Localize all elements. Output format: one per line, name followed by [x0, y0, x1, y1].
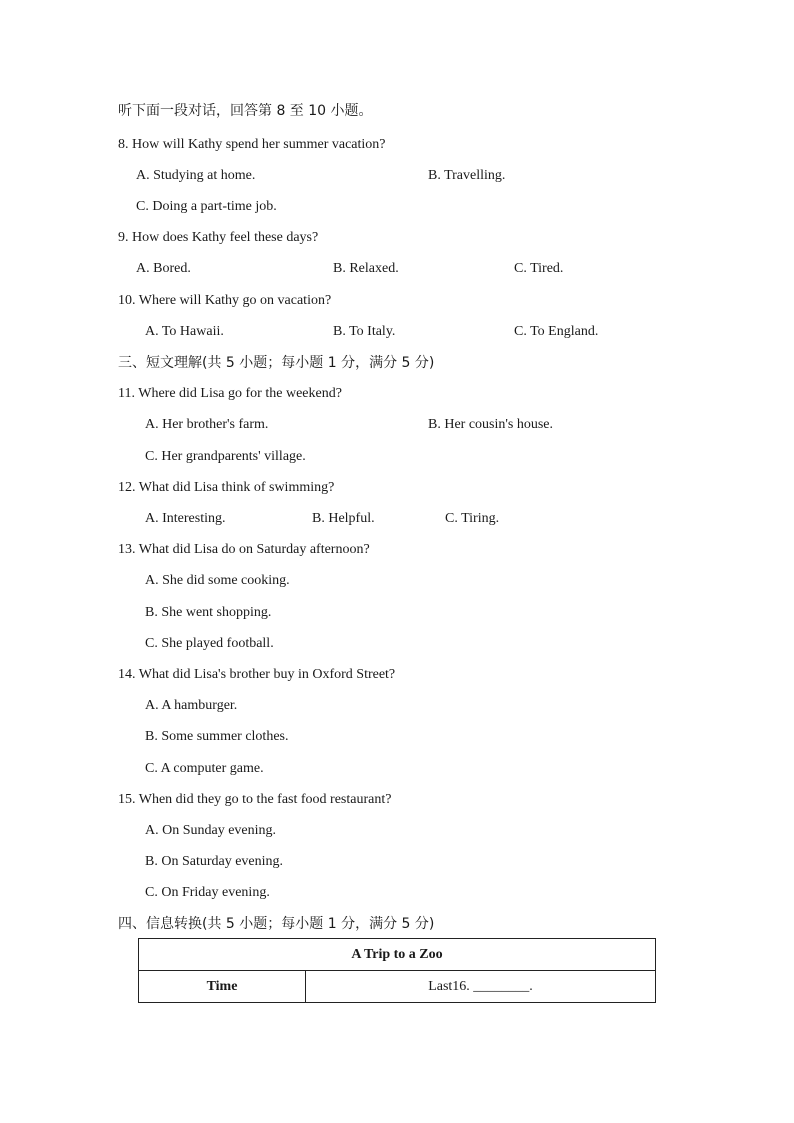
question-14-stem: 14. What did Lisa's brother buy in Oxford Street?: [118, 667, 396, 682]
section-3-heading: 三、短文理解(共 5 小题；每小题 1 分，满分 5 分): [118, 355, 435, 371]
table-title-row: [139, 939, 656, 971]
listening-intro: 听下面一段对话，回答第 8 至 10 小题。: [118, 103, 373, 119]
question-13-option-c: C. She played football.: [145, 636, 274, 651]
section-4-heading: 四、信息转换(共 5 小题；每小题 1 分，满分 5 分): [118, 916, 435, 932]
table-row-value: Last16. ________.: [306, 971, 656, 1003]
question-10-option-a: A. To Hawaii.: [145, 324, 224, 339]
question-15-option-b: B. On Saturday evening.: [145, 854, 284, 869]
table-row-label: Time: [139, 971, 306, 1003]
info-table: [138, 938, 656, 1003]
question-14-option-c: C. A computer game.: [145, 761, 264, 776]
question-15-stem: 15. When did they go to the fast food restaurant?: [118, 792, 392, 807]
question-12-option-a: A. Interesting.: [145, 511, 226, 526]
question-14-option-a: A. A hamburger.: [145, 698, 238, 713]
question-11-stem: 11. Where did Lisa go for the weekend?: [118, 386, 342, 401]
question-11-option-c: C. Her grandparents' village.: [145, 449, 306, 464]
question-9-option-a: A. Bored.: [136, 261, 191, 276]
question-9-stem: 9. How does Kathy feel these days?: [118, 230, 319, 245]
question-8-stem: 8. How will Kathy spend her summer vacation?: [118, 137, 386, 152]
question-11-option-b: B. Her cousin's house.: [428, 417, 554, 432]
question-9-option-b: B. Relaxed.: [333, 261, 399, 276]
question-12-stem: 12. What did Lisa think of swimming?: [118, 480, 335, 495]
question-10-stem: 10. Where will Kathy go on vacation?: [118, 293, 332, 308]
question-13-stem: 13. What did Lisa do on Saturday afternoon?: [118, 542, 370, 557]
question-10-option-b: B. To Italy.: [333, 324, 396, 339]
question-13-option-b: B. She went shopping.: [145, 605, 272, 620]
question-11-option-a: A. Her brother's farm.: [145, 417, 269, 432]
question-8-option-b: B. Travelling.: [428, 168, 506, 183]
question-8-option-a: A. Studying at home.: [136, 168, 256, 183]
question-15-option-a: A. On Sunday evening.: [145, 823, 277, 838]
question-8-option-c: C. Doing a part-time job.: [136, 199, 277, 214]
table-row: [139, 971, 656, 1003]
question-9-option-c: C. Tired.: [514, 261, 564, 276]
question-12-option-c: C. Tiring.: [445, 511, 500, 526]
question-15-option-c: C. On Friday evening.: [145, 885, 270, 900]
question-13-option-a: A. She did some cooking.: [145, 573, 290, 588]
question-12-option-b: B. Helpful.: [312, 511, 375, 526]
question-10-option-c: C. To England.: [514, 324, 599, 339]
question-14-option-b: B. Some summer clothes.: [145, 729, 289, 744]
table-title: A Trip to a Zoo: [139, 939, 656, 971]
